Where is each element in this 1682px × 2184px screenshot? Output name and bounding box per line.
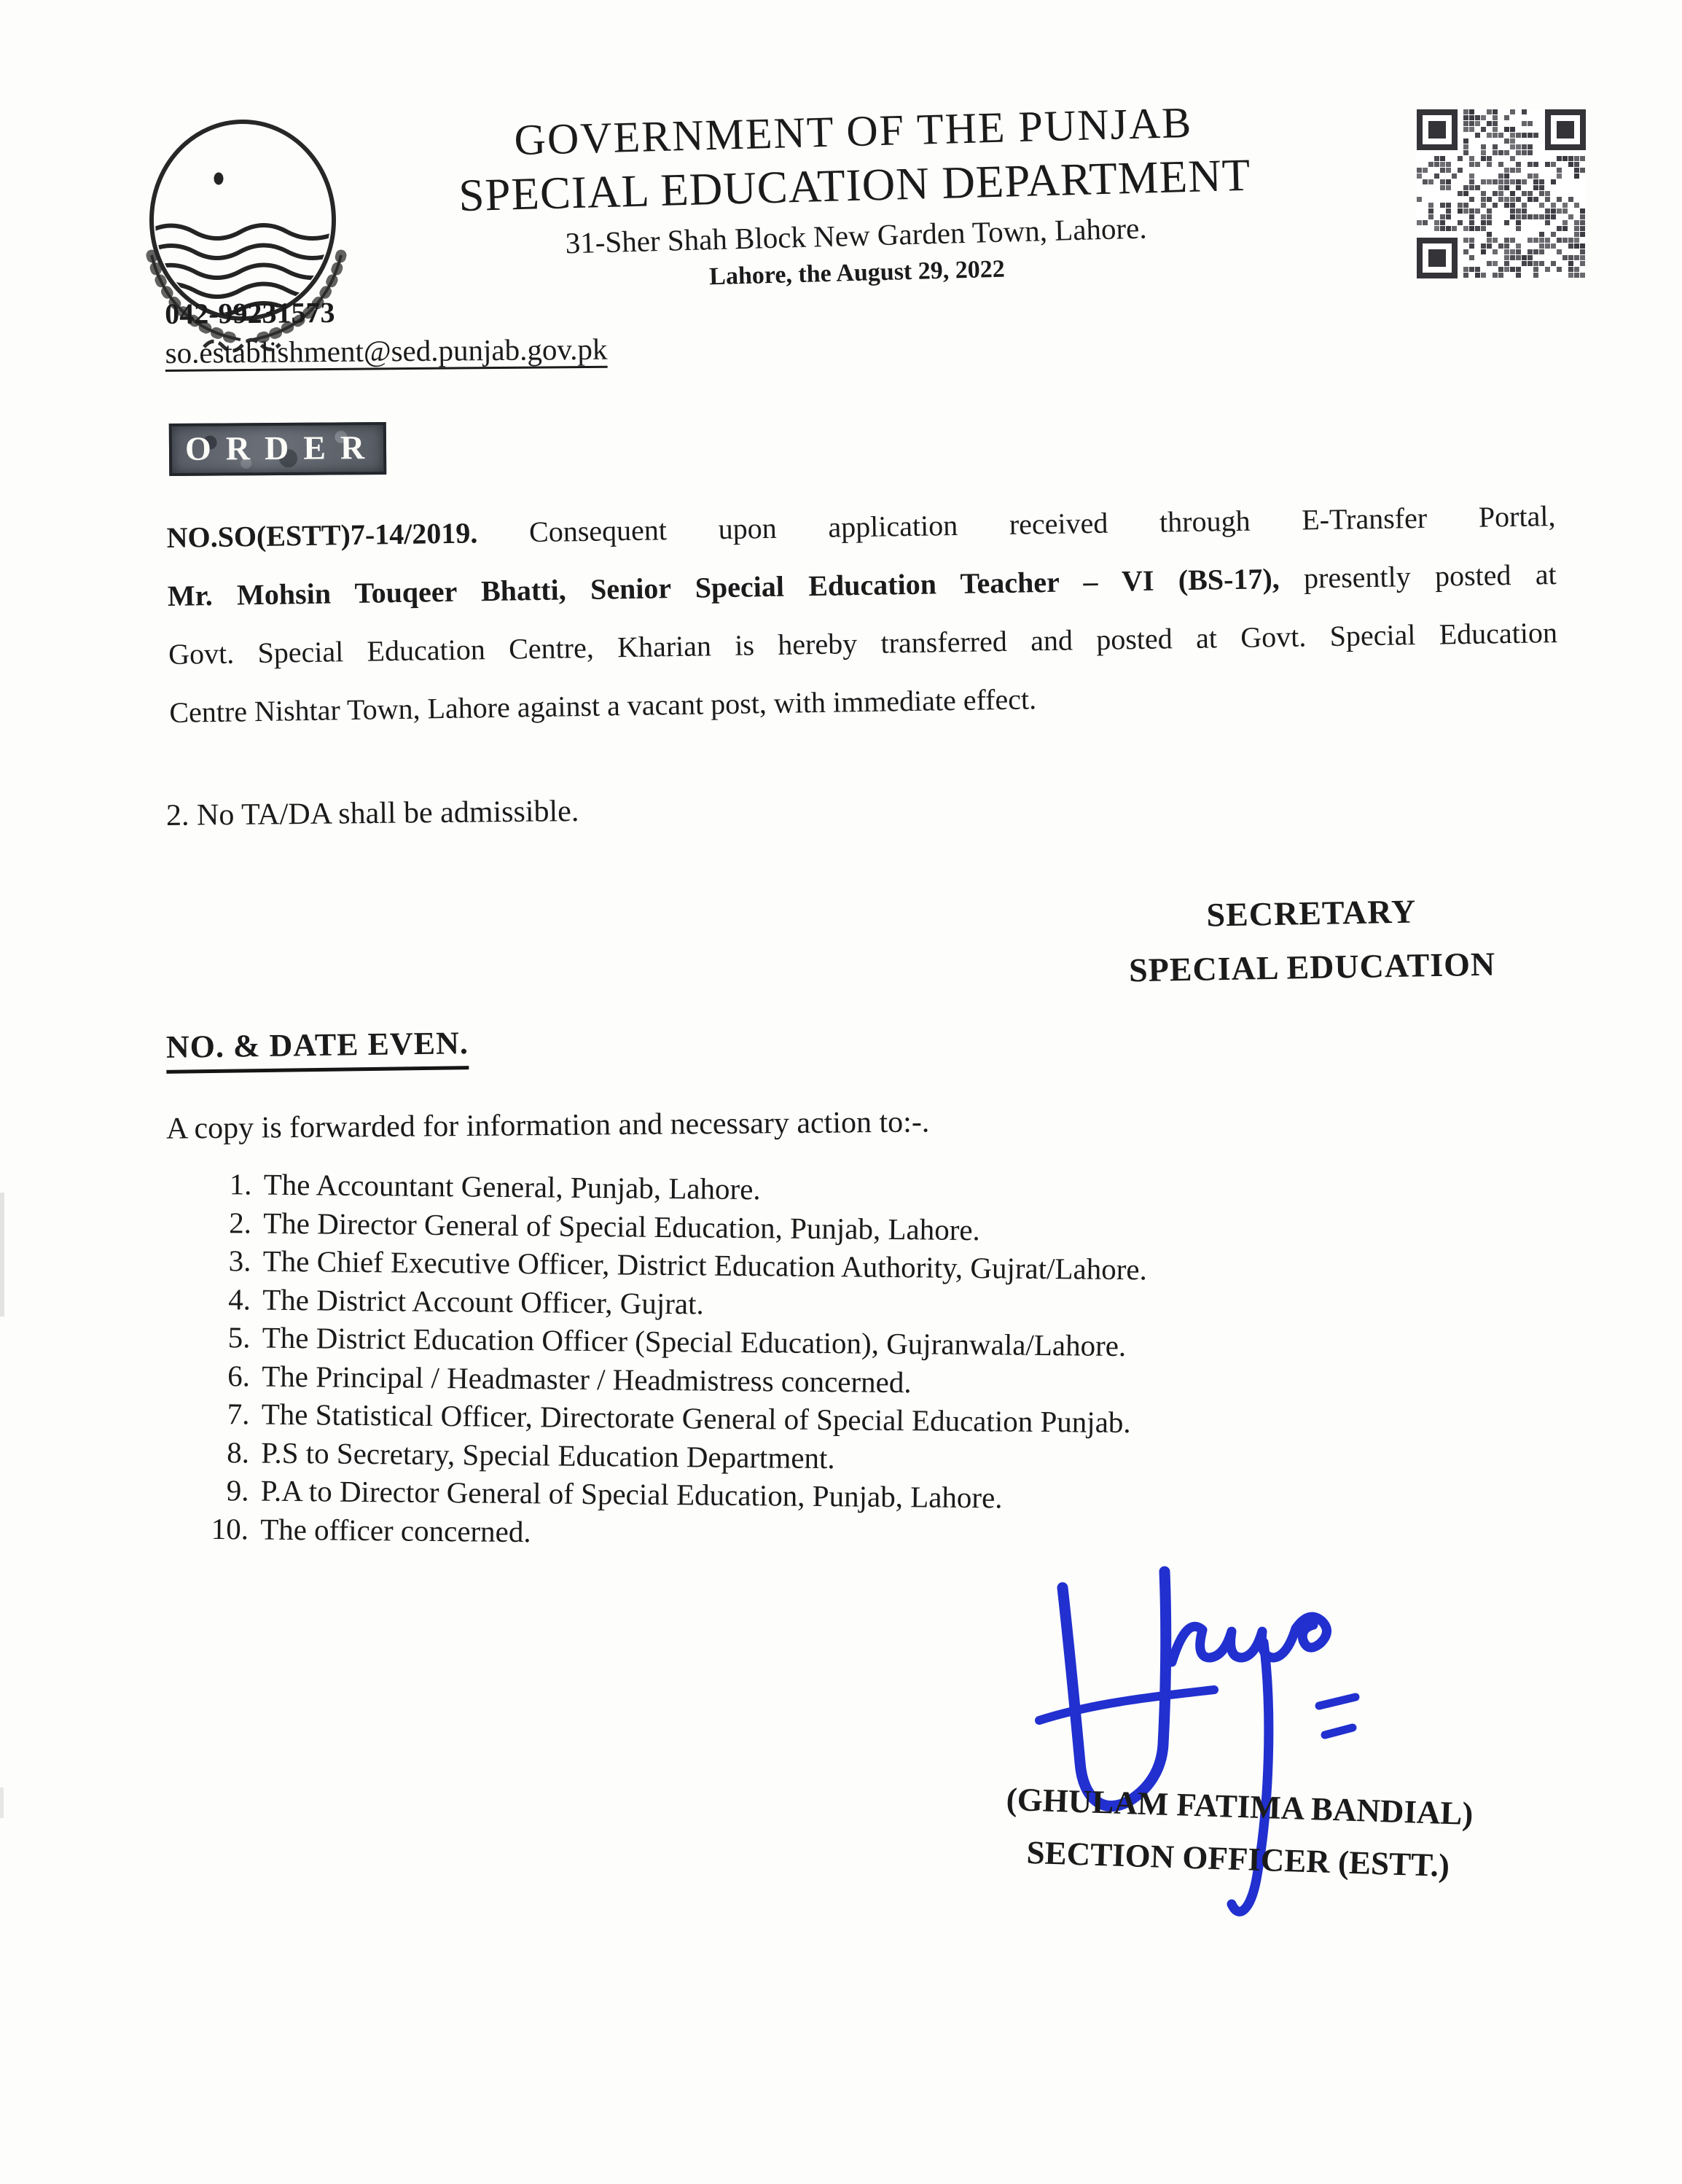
order-heading-badge: ORDER — [169, 422, 387, 476]
list-item: 3. The Chief Executive Officer, District Education Authority, Gujrat/Lahore. — [258, 1242, 1541, 1292]
officer-name: Mr. Mohsin Touqeer Bhatti, Senior Special Education Teacher – VI (BS-17), — [167, 562, 1280, 612]
list-item: 1. The Accountant General, Punjab, Lahore. — [259, 1166, 1541, 1216]
list-item: 5. The District Education Officer (Special Education), Gujranwala/Lahore. — [257, 1319, 1540, 1369]
signatory-title: SECTION OFFICER (ESTT.) — [1025, 1833, 1450, 1884]
list-item: 4. The District Account Officer, Gujrat. — [258, 1280, 1541, 1330]
qr-code — [1417, 109, 1586, 278]
order-paragraph — [166, 487, 1559, 742]
clause-2: 2. No TA/DA shall be admissible. — [165, 795, 579, 832]
list-item: 7. The Statistical Officer, Directorate General of Special Education Punjab. — [257, 1395, 1539, 1446]
department-address: 31-Sher Shah Block New Garden Town, Lahore. — [565, 211, 1148, 260]
copy-forwarded-line: A copy is forwarded for information and necessary action to:-. — [165, 1105, 930, 1146]
letterhead — [343, 93, 1367, 303]
reference-number: NO.SO(ESTT)7-14/2019. — [166, 516, 478, 554]
phone-number: 042-99231573 — [165, 295, 335, 330]
qr-finder-icon — [1417, 109, 1458, 150]
signatory-designation — [1056, 882, 1568, 999]
paragraph-line: Govt. Special Education Centre, Kharian is hereby transferred and posted at Govt. Special Education — [168, 616, 1558, 671]
list-item: 6. The Principal / Headmaster / Headmistress concerned. — [257, 1357, 1540, 1407]
list-item: 8. P.S to Secretary, Special Education Department. — [257, 1433, 1539, 1483]
qr-finder-icon — [1545, 109, 1586, 150]
distribution-list — [209, 1165, 1542, 1560]
list-item: 2. The Director General of Special Education, Punjab, Lahore. — [259, 1204, 1541, 1254]
department-title-line2: SPECIAL EDUCATION DEPARTMENT — [458, 149, 1252, 222]
signature-block — [953, 1771, 1525, 1894]
letter-date: Lahore, the August 29, 2022 — [708, 255, 1006, 291]
list-item: 9. P.A to Director General of Special Education, Punjab, Lahore. — [256, 1472, 1538, 1522]
signatory-name: (GHULAM FATIMA BANDIAL) — [1006, 1780, 1474, 1833]
no-and-date-heading: NO. & DATE EVEN. — [166, 1024, 469, 1074]
signatory-line1: SECRETARY — [1206, 892, 1417, 934]
star-dot-icon — [214, 173, 224, 185]
contact-block — [165, 292, 608, 373]
qr-finder-icon — [1417, 238, 1458, 278]
crescent-icon — [228, 153, 287, 211]
paragraph-line: Centre Nishtar Town, Lahore against a vacant post, with immediate effect. — [169, 682, 1037, 729]
department-title-line1: GOVERNMENT OF THE PUNJAB — [513, 98, 1194, 165]
email-address: so.establishment@sed.punjab.gov.pk — [165, 332, 608, 370]
scan-edge-artifact — [0, 1193, 4, 1317]
paragraph-line: NO.SO(ESTT)7-14/2019. Consequent upon application received through E-Transfer Portal, — [166, 499, 1556, 554]
scan-edge-artifact — [0, 1787, 4, 1818]
signatory-line2: SPECIAL EDUCATION — [1128, 945, 1496, 989]
paragraph-line: Mr. Mohsin Touqeer Bhatti, Senior Special Education Teacher – VI (BS-17), presently posted at — [167, 558, 1557, 612]
list-item: 10. The officer concerned. — [256, 1510, 1538, 1560]
